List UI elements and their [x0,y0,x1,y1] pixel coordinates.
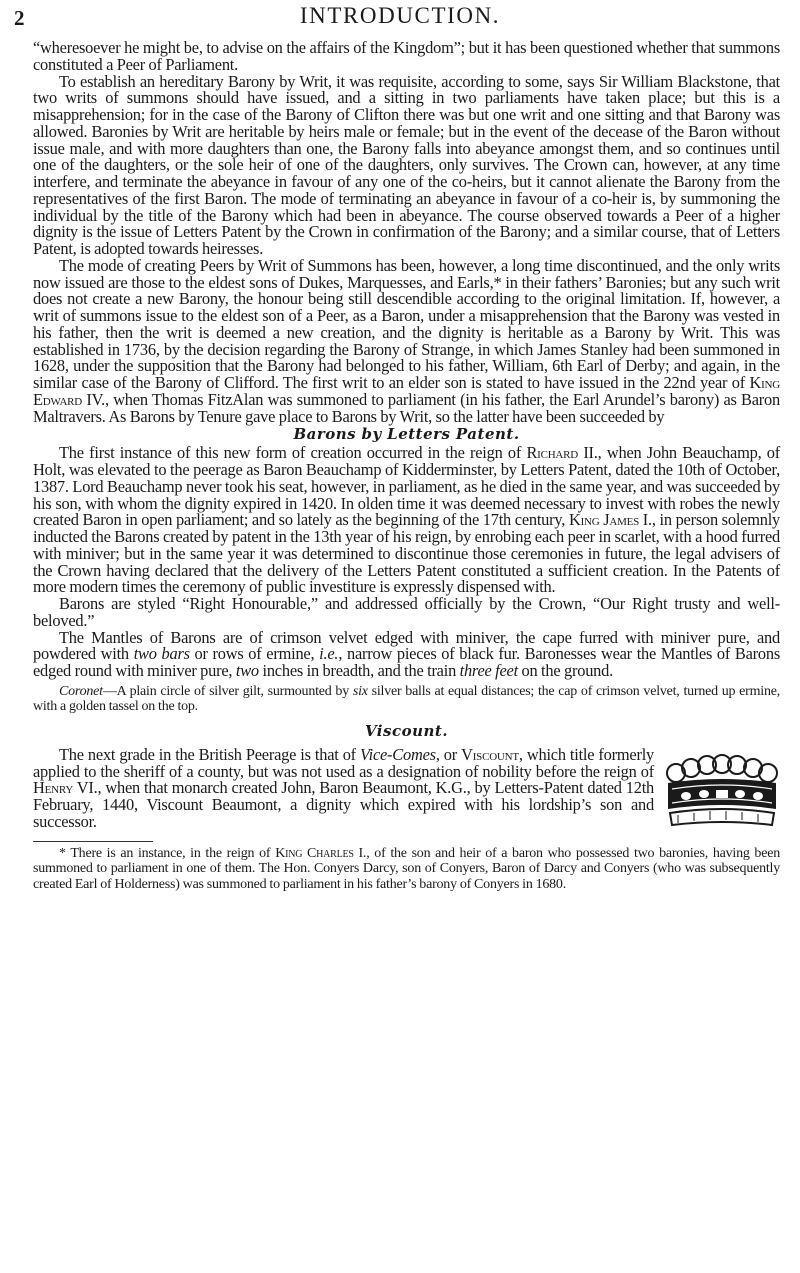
viscount-coronet-illustration [664,753,780,835]
paragraph: “wheresoever he might be, to advise on the affairs of the Kingdom”; but it has been questioned whether that summons constituted a Peer of Parliament. [33,38,780,74]
running-title: INTRODUCTION. [299,3,501,28]
text-run: , which title formerly applied to the sheriff of a county, but was not used as a designation of nobility before the reign of [33,744,655,781]
section-heading-viscount: Viscount. [364,721,449,740]
text-run: two [235,661,259,680]
text-run: * There is an instance, in the reign of [59,845,271,861]
page-number: 2 [14,6,25,30]
body-text [33,40,780,892]
coronet-description [33,684,780,715]
paragraph: Barons are styled “Right Honourable,” and addressed officially by the Crown, “Our Right trusty and well-beloved.” [33,594,780,630]
text-run: King Edward IV. [33,373,780,409]
text-run: Viscount [461,744,519,764]
text-run: or rows of ermine, [194,644,315,664]
text-run: —A plain circle of silver gilt, surmounted by [102,683,349,699]
text-run: two bars [133,644,190,664]
text-run: on the ground. [521,661,613,680]
paragraph [33,445,780,596]
text-run: , of the son and heir of a baron who possessed two baronies, having been summoned to parliament in one of them. The Hon. Conyers Darcy, son of Conyers, Baron of Darcy and Conyers (who was subsequently created Earl of Holderness) was summoned to parliament in his father’s barony of Conyers in 1680. [33,845,780,892]
text-run: inches in breadth, and the train [262,661,457,680]
paragraph [33,627,780,680]
text-run: Vice-Comes [360,744,436,764]
section-heading-letters-patent: Barons by Letters Patent. [293,425,520,444]
text-run: King Charles I. [275,845,367,861]
footnote [33,846,780,893]
text-run: The Mantles of Barons are of crimson velvet edged with miniver, the cape furred with miniver pure, and powdered with [33,627,780,664]
text-run: , in person solemnly inducted the Barons created by patent in the 13th year of his reign, by enrobing each peer in scarlet, with a hood furred with miniver; but in the same year it was determined to discontinue those ceremonies in future, the legal advisers of the Crown having declared that the delivery of the Letters Patent constituted a sufficient creation. In the Patents of more modern times the ceremony of public investiture is expressly dispensed with. [33,510,781,597]
text-run: The mode of creating Peers by Writ of Summons has been, however, a long time discontinued, and the only writs now issued are those to the eldest sons of Dukes, Marquesses, and Earls,* in their fathers’ Baronies; but any such writ does not create a new Barony, the honour being still descendible according to the original limitation. If, however, a writ of summons issue to the eldest son of a Peer, as a Baron, under a misapprehension that the Barony was vested in his father, then the writ is deemed a new creation, and the dignity is heritable as a Barony by Writ. This was established in 1736, by the decision regarding the Barony of Strange, in which James Stanley had been summoned in 1628, under the supposition that the Barony had belonged to his father, William, 6th Earl of Derby; and again, in the similar case of the Barony of Clifford. The first writ to an elder son is stated to have issued in the 22nd year of [33,255,780,392]
paragraph [33,255,780,426]
text-run: six [352,683,368,699]
viscount-section [33,744,780,831]
text-run: , when Thomas FitzAlan was summoned to parliament (in his father, the Earl Arundel’s barony) as Baron Maltravers. As Barons by Tenure gave place to Barons by Writ, so the latter have been succeeded by [33,389,780,426]
text-run: , narrow pieces of black fur. Baronesses wear the Mantles of Barons edged round with miniver pure, [33,644,780,680]
text-run: silver balls at equal distances; the cap of crimson velvet, turned up ermine, with a golden tassel on the top. [33,683,781,715]
text-run: The first instance of this new form of creation occurred in the reign of [59,443,522,463]
footnote-divider [33,841,153,842]
text-run: King James I. [568,510,652,530]
text-run: Henry VI. [33,778,98,798]
text-run: three feet [459,661,518,680]
text-run: The next grade in the British Peerage is that of [59,744,356,764]
coronet-label: Coronet [59,683,103,699]
text-run: Richard II. [526,443,598,463]
text-run: , when John Beauchamp, of Holt, was elevated to the peerage as Baron Beauchamp of Kidderminster, by Letters Patent, dated the 10th of October, 1387. Lord Beauchamp never took his seat, however, in parliament, as he died in the same year, and was succeeded by his son, with whom the dignity expired in 1420. In olden time it was deemed necessary to invest with robes the newly created Baron in open parliament; and so lately as the beginning of the 17th century, [33,443,781,530]
text-run: , or [435,744,458,764]
text-run: i.e. [319,644,339,664]
text-run: , when that monarch created John, Baron Beaumont, K.G., by Letters-Patent dated 12th February, 1440, Viscount Beaumont, a dignity which expired with his lordship’s son and successor. [33,778,654,831]
paragraph: To establish an hereditary Barony by Writ, it was requisite, according to some, says Sir William Blackstone, that two writs of summons should have issued, and a sitting in two parliaments have taken place; but this is a misapprehension; for in the case of the Barony of Clifton there was but one writ and one sitting and that Barony was allowed. Baronies by Writ are heritable by heirs male or female; but in the event of the decease of the Baron without issue male, and with more daughters than one, the Barony falls into abeyance amongst them, and so continues until one of the daughters, or the sole heir of one of the daughters, only survives. The Crown can, however, at any time interfere, and terminate the abeyance in favour of any one of the co-heirs, but it cannot alienate the Barony from the representatives of the first Baron. The mode of terminating an abeyance in favour of a co-heir is, by summoning the individual by the title of the Barony which had been in abeyance. The course observed towards a Peer of a higher dignity is the issue of Letters Patent by the Crown in confirmation of the Barony; and a similar course, that of Letters Patent, is adopted towards heiresses. [33,71,780,258]
